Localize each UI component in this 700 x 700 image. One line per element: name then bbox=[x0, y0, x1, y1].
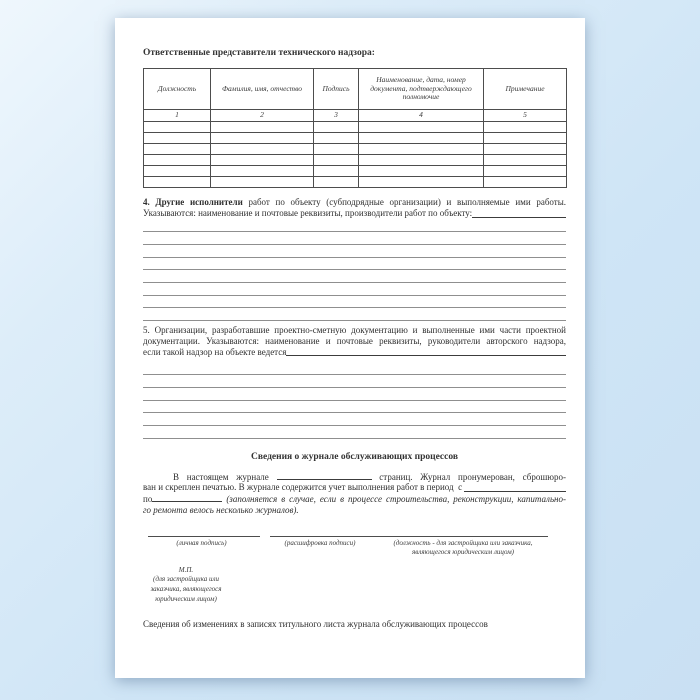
blank-field-date-from bbox=[464, 491, 566, 492]
col-number: 4 bbox=[359, 110, 484, 122]
table-header-row bbox=[144, 69, 567, 110]
table-cell bbox=[211, 133, 314, 144]
section-5-line-3 bbox=[143, 347, 566, 358]
section-5 bbox=[143, 325, 566, 357]
blank-field bbox=[286, 355, 566, 356]
ruled-line bbox=[143, 426, 566, 439]
col-header-signature: Подпись bbox=[314, 69, 359, 110]
table-cell bbox=[144, 133, 211, 144]
section-4-ruled-lines bbox=[143, 220, 566, 322]
table-cell bbox=[484, 177, 567, 188]
table-cell bbox=[359, 122, 484, 133]
table-row bbox=[144, 133, 567, 144]
ruled-line bbox=[143, 270, 566, 283]
journal-line-1 bbox=[143, 471, 566, 483]
label-position-line-2: являющегося юридическим лицом) bbox=[411, 547, 515, 556]
ruled-line bbox=[143, 413, 566, 426]
journal-note-italic: (заполняется в случае, если в процессе строительства, реконструкции, капитально- bbox=[226, 494, 567, 505]
representatives-table bbox=[143, 68, 567, 188]
page-title: Ответственные представители технического надзора: bbox=[143, 48, 375, 58]
signature-line-decipher-position bbox=[270, 535, 548, 537]
journal-paragraph bbox=[143, 471, 566, 516]
table-cell bbox=[144, 144, 211, 155]
ruled-line bbox=[143, 375, 566, 388]
table-cell bbox=[314, 133, 359, 144]
label-position-line-1: (должность - для застройщика или заказчика, bbox=[393, 538, 533, 547]
table-cell bbox=[314, 144, 359, 155]
ruled-line bbox=[143, 245, 566, 258]
journal-line-3 bbox=[143, 493, 566, 505]
journal-line-4: го ремонта велось несколько журналов). bbox=[143, 505, 299, 515]
label-signature-decipher: (расшифровка подписи) bbox=[284, 538, 356, 547]
table-cell bbox=[484, 144, 567, 155]
table-cell bbox=[359, 155, 484, 166]
signature-labels bbox=[143, 539, 566, 557]
table-cell bbox=[314, 155, 359, 166]
ruled-line bbox=[143, 296, 566, 309]
ruled-line bbox=[143, 232, 566, 245]
label-position bbox=[370, 539, 556, 557]
table-cell bbox=[211, 177, 314, 188]
ruled-line bbox=[143, 308, 566, 321]
table-cell bbox=[359, 133, 484, 144]
table-cell bbox=[144, 177, 211, 188]
section-5-ruled-lines bbox=[143, 362, 566, 438]
stamp-note-line-2: заказчика, являющегося bbox=[150, 584, 222, 593]
stamp-abbr: М.П. bbox=[178, 565, 194, 574]
section-4-text: Указываются: наименование и почтовые реквизиты, производители работ по объекту: bbox=[143, 207, 473, 218]
blank-field-pages bbox=[277, 471, 372, 480]
table-cell bbox=[484, 133, 567, 144]
col-header-note: Примечание bbox=[484, 69, 567, 110]
table-number-row bbox=[144, 110, 567, 122]
table-row bbox=[144, 177, 567, 188]
journal-text: по bbox=[143, 494, 153, 505]
col-number: 3 bbox=[314, 110, 359, 122]
ruled-line bbox=[143, 258, 566, 271]
section-5-line-1: 5. Организации, разработавшие проектно-сметную документацию и выполненные ими части проектной bbox=[143, 325, 566, 336]
ruled-line bbox=[143, 283, 566, 296]
journal-text: В настоящем журнале bbox=[173, 471, 269, 482]
table-cell bbox=[144, 155, 211, 166]
blank-field-date-to bbox=[152, 493, 222, 502]
col-header-position: Должность bbox=[144, 69, 211, 110]
col-header-fullname: Фамилия, имя, отчество bbox=[211, 69, 314, 110]
blank-field bbox=[472, 217, 566, 218]
table-cell bbox=[211, 144, 314, 155]
section-4 bbox=[143, 197, 566, 219]
col-number: 5 bbox=[484, 110, 567, 122]
table-cell bbox=[314, 177, 359, 188]
journal-line-2 bbox=[143, 482, 566, 493]
document-page bbox=[115, 18, 585, 678]
footer-title-changes: Сведения об изменениях в записях титульного листа журнала обслуживающих процессов bbox=[143, 619, 488, 630]
section-5-line-2: документации. Указываются: наименование и почтовые реквизиты, руководители авторского надзора, bbox=[143, 335, 566, 346]
table-cell bbox=[144, 122, 211, 133]
section-5-text: если такой надзор на объекте ведется bbox=[143, 346, 287, 357]
table-cell bbox=[359, 177, 484, 188]
journal-heading: Сведения о журнале обслуживающих процессов bbox=[250, 451, 459, 462]
section-4-line-2 bbox=[143, 208, 566, 219]
table-row bbox=[144, 166, 567, 177]
table-cell bbox=[484, 166, 567, 177]
table-cell bbox=[359, 144, 484, 155]
table-cell bbox=[211, 155, 314, 166]
table-cell bbox=[211, 122, 314, 133]
signature-line-personal bbox=[148, 535, 260, 537]
table-cell bbox=[211, 166, 314, 177]
table-row bbox=[144, 144, 567, 155]
stamp-block bbox=[143, 566, 229, 604]
ruled-line bbox=[143, 388, 566, 401]
table-cell bbox=[144, 166, 211, 177]
ruled-line bbox=[143, 401, 566, 414]
table-cell bbox=[359, 166, 484, 177]
col-number: 2 bbox=[211, 110, 314, 122]
table-cell bbox=[314, 166, 359, 177]
table-cell bbox=[314, 122, 359, 133]
table-row bbox=[144, 155, 567, 166]
label-personal-signature: (личная подпись) bbox=[176, 538, 227, 547]
signature-rules bbox=[143, 535, 566, 537]
section-4-lead: 4. Другие исполнители bbox=[143, 197, 243, 207]
ruled-line bbox=[143, 362, 566, 375]
table-row bbox=[144, 122, 567, 133]
col-number: 1 bbox=[144, 110, 211, 122]
section-4-line-1 bbox=[143, 197, 566, 208]
stamp-note-line-1: (для застройщика или bbox=[152, 575, 219, 584]
ruled-line bbox=[143, 220, 566, 233]
col-header-document: Наименование, дата, номер документа, подтверждающего полномочие bbox=[359, 69, 484, 110]
table-cell bbox=[484, 122, 567, 133]
table-cell bbox=[484, 155, 567, 166]
journal-text: страниц. Журнал пронумерован, сброшюро- bbox=[379, 471, 567, 482]
journal-text: ван и скреплен печатью. В журнале содержится учет выполнения работ в период с bbox=[143, 482, 465, 493]
stamp-note-line-3: юридическим лицом) bbox=[155, 594, 217, 603]
section-4-text: работ по объекту (субподрядные организации) и выполняемые ими работы. bbox=[248, 197, 567, 207]
